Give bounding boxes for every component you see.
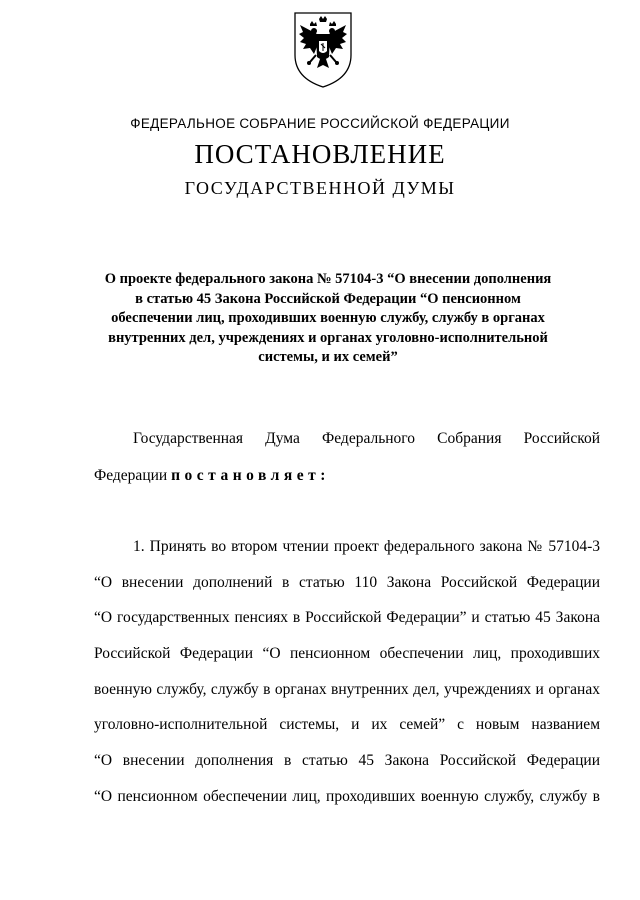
federal-assembly-heading: ФЕДЕРАЛЬНОЕ СОБРАНИЕ РОССИЙСКОЙ ФЕДЕРАЦИИ bbox=[130, 116, 510, 131]
subject-line: О проекте федерального закона № 57104-3 “О внесении дополнения bbox=[104, 271, 552, 287]
body-line: “О пенсионном обеспечении лиц, проходивших военную службу, службу в bbox=[94, 788, 600, 805]
subject-line: системы, и их семей” bbox=[258, 349, 398, 365]
body-line: военную службу, службу в органах внутренних дел, учреждениях и органах bbox=[94, 681, 600, 698]
body-line: “О государственных пенсиях в Российской Федерации” и статью 45 Закона bbox=[94, 609, 600, 626]
resolution-subject bbox=[90, 270, 566, 368]
document-type-title: ПОСТАНОВЛЕНИЕ bbox=[194, 139, 446, 169]
resolves-emphasis: постановляет: bbox=[171, 467, 330, 484]
intro-line bbox=[94, 467, 600, 485]
body-line: “О внесении дополнений в статью 110 Закона Российской Федерации bbox=[94, 574, 600, 591]
intro-federation-word: Федерации bbox=[94, 467, 168, 484]
coat-of-arms-emblem bbox=[290, 10, 356, 90]
subject-line: внутренних дел, учреждениях и органах уголовно-исполнительной bbox=[108, 329, 548, 346]
intro-line: Государственная Дума Федерального Собрания Российской bbox=[133, 430, 600, 447]
issuer-subtitle: ГОСУДАРСТВЕННОЙ ДУМЫ bbox=[184, 178, 456, 198]
body-line: уголовно-исполнительной системы, и их семей” с новым названием bbox=[94, 716, 600, 733]
body-line: “О внесении дополнения в статью 45 Закона Российской Федерации bbox=[94, 752, 600, 769]
subject-line: в статью 45 Закона Российской Федерации “О пенсионном bbox=[135, 290, 521, 307]
subject-line: обеспечении лиц, проходивших военную службу, службу в органах bbox=[111, 310, 545, 326]
body-line: Российской Федерации “О пенсионном обеспечении лиц, проходивших bbox=[94, 645, 600, 662]
body-line: 1. Принять во втором чтении проект федерального закона № 57104-3 bbox=[133, 538, 600, 555]
